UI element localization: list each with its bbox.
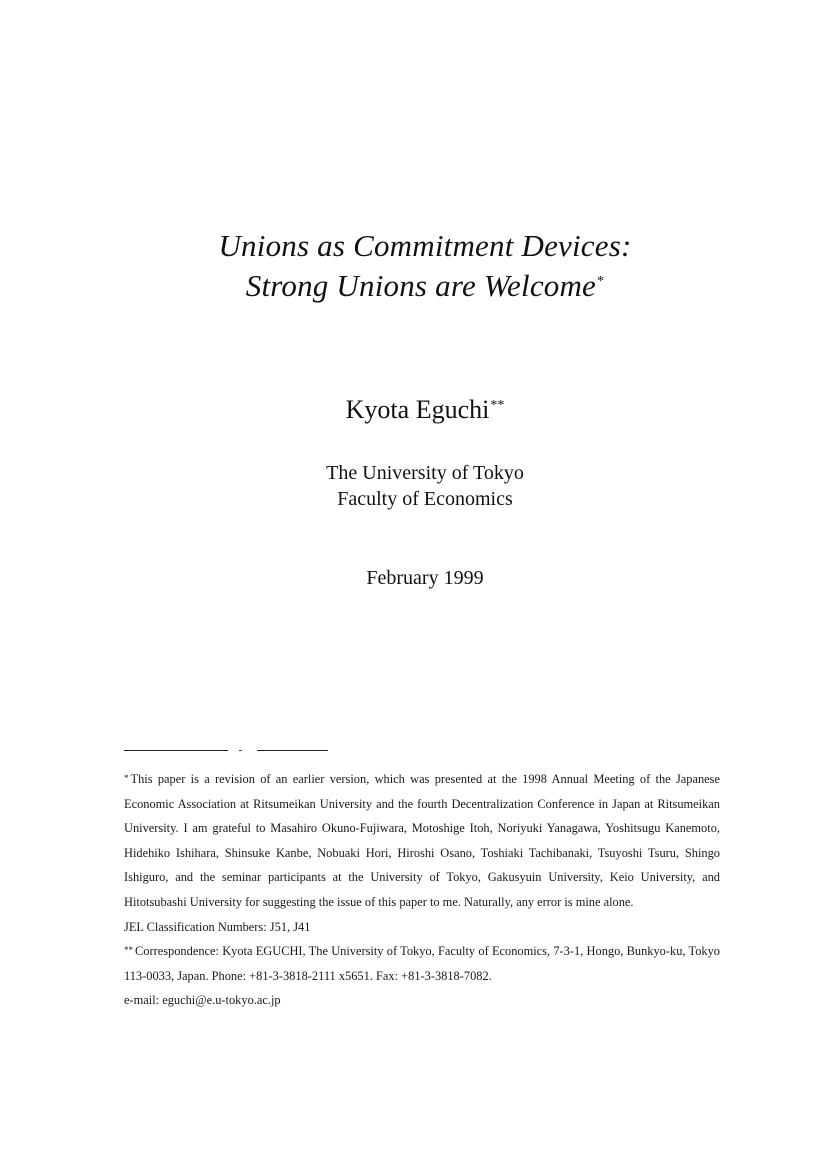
- paper-title: [0, 226, 826, 306]
- footnote-mark: *: [124, 773, 129, 783]
- jel-classification: JEL Classification Numbers: J51, J41: [124, 919, 311, 934]
- footnote-mark: **: [124, 945, 133, 956]
- author-name: [0, 392, 826, 428]
- footnote-acknowledgement-text: This paper is a revision of an earlier version, which was presented at the 1998 Annual Meeting of the Japanese Economic Association at Ritsumeikan University and the fourth Decentralization Conference in Japan at Ritsumeikan University. I am grateful to Masahiro Okuno-Fujiwara, Motoshige Itoh, Noriyuki Yanagawa, Yoshitsugu Kanemoto, Hidehiko Ishihara, Shinsuke Kanbe, Nobuaki Hori, Hiroshi Osano, Toshiaki Tachibanaki, Tsuyoshi Tsuru, Shingo Ishiguro, and the seminar participants at the University of Tokyo, Gakusyuin University, Keio University, and Hitotsubashi University for suggesting the issue of this paper to me. Naturally, any error is mine alone.: [124, 772, 720, 909]
- footnote-correspondence-text: Correspondence: Kyota EGUCHI, The University of Tokyo, Faculty of Economics, 7-3-1, Hongo, Bunkyo-ku, Tokyo 113-0033, Japan. Phone: +81-3-3818-2111 x5651. Fax: +81-3-3818-7082.: [124, 944, 720, 983]
- footnote-acknowledgement: [124, 767, 720, 915]
- author-email: e-mail: eguchi@e.u-tokyo.ac.jp: [124, 993, 281, 1008]
- publication-date: February 1999: [366, 567, 484, 589]
- affiliation-university: The University of Tokyo: [326, 462, 524, 484]
- affiliation-faculty: Faculty of Economics: [337, 488, 513, 510]
- footnote-separator-segment: [124, 750, 228, 751]
- title-line-2-text: Strong Unions are Welcome: [245, 268, 597, 303]
- affiliation: [0, 460, 826, 512]
- footnote-separator-dot: [239, 750, 242, 751]
- author-footnote-mark: **: [490, 398, 505, 413]
- footnotes: [124, 767, 720, 1013]
- author-name-text: Kyota Eguchi: [345, 395, 490, 424]
- title-footnote-mark: *: [597, 274, 605, 289]
- footnote-separator: [124, 750, 328, 752]
- title-line-1: [0, 226, 826, 266]
- title-line-1-text: Unions as Commitment Devices:: [218, 228, 632, 263]
- title-line-2: [0, 266, 826, 306]
- footnote-correspondence: [124, 939, 720, 988]
- footnote-separator-segment: [257, 750, 328, 751]
